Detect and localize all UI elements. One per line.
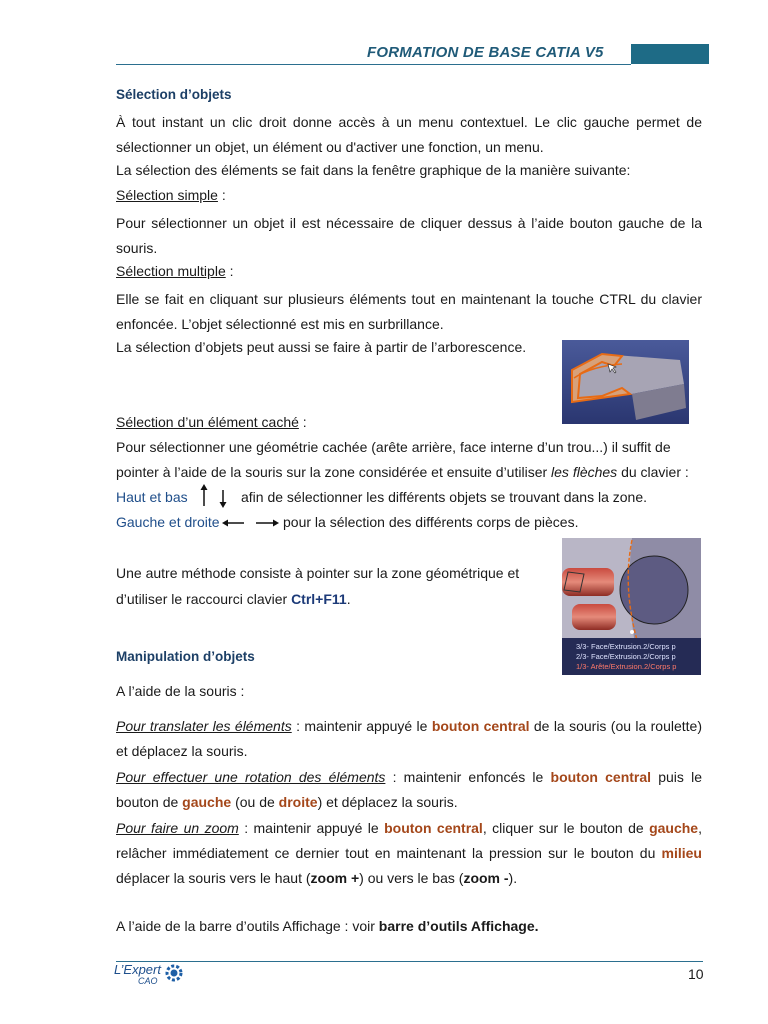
toolbar-name: barre d’outils Affichage. xyxy=(378,918,539,934)
hidden-selection-text-1: Pour sélectionner une géométrie cachée (arête arrière, face interne d’un trou...) il suffit de xyxy=(116,439,671,455)
hidden-text-2c: du clavier : xyxy=(617,464,689,480)
section-heading-manipulation: Manipulation d’objets xyxy=(116,649,255,664)
zoom-label: Pour faire un zoom xyxy=(116,820,239,836)
hidden-selection-text-2 xyxy=(116,463,689,481)
up-down-arrows xyxy=(196,484,236,508)
pre-selection-item: 3/3- Face/Extrusion.2/Corps p xyxy=(576,642,676,651)
up-down-text: afin de sélectionner les différents objets se trouvant dans la zone. xyxy=(241,489,647,505)
page-number: 10 xyxy=(688,966,704,982)
other-method-text-1: Une autre méthode consiste à pointer sur la zone géométrique et xyxy=(116,565,520,581)
other-method-end: . xyxy=(346,591,351,607)
left-right-label: Gauche et droite xyxy=(116,514,220,530)
zoom-instruction xyxy=(116,816,702,891)
right-button-term: droite xyxy=(278,794,318,810)
multiple-selection-text: Elle se fait en cliquant sur plusieurs éléments tout en maintenant la touche CTRL du clavier enfoncée. L’objet sélectionné est mis en surbrillance. xyxy=(116,291,702,332)
toolbar-reference xyxy=(116,917,539,935)
hidden-selection-screenshot xyxy=(562,538,701,675)
section-heading-selection: Sélection d’objets xyxy=(116,87,232,102)
up-down-arrow-icon xyxy=(196,484,236,508)
multiple-selection-line xyxy=(116,262,234,280)
selected-part-screenshot xyxy=(562,340,689,424)
logo-subtext: CAO xyxy=(138,976,158,986)
translate-instruction xyxy=(116,714,702,764)
shortcut-ctrl-f11: Ctrl+F11 xyxy=(291,591,347,607)
other-method-text-2 xyxy=(116,590,351,608)
pre-selection-item: 2/3- Face/Extrusion.2/Corps p xyxy=(576,652,676,661)
zoom-text-b: , cliquer sur le bouton de xyxy=(482,820,650,836)
translate-text-b: de la souris (ou la roulette) et déplacez la souris. xyxy=(116,718,702,759)
logo-text: L’Expert xyxy=(114,962,161,977)
intro-paragraph-2: La sélection des éléments se fait dans la fenêtre graphique de la manière suivante: xyxy=(116,162,631,178)
simple-selection-line xyxy=(116,186,226,204)
zoom-text-d: déplacer la souris vers le haut ( xyxy=(116,870,311,886)
hidden-text-2a: pointer à l’aide de la souris sur la zone considérée et ensuite d’utiliser xyxy=(116,464,552,480)
rotate-text-c: (ou de xyxy=(231,794,279,810)
zoom-text-f: ). xyxy=(508,870,518,886)
zoom-text-a: : maintenir appuyé le xyxy=(238,820,385,836)
left-button-term: gauche xyxy=(182,794,232,810)
toolbar-text-a: A l’aide de la barre d’outils Affichage : voir xyxy=(116,918,379,934)
document-header-title: FORMATION DE BASE CATIA V5 xyxy=(367,44,604,61)
simple-selection-colon: : xyxy=(217,187,226,203)
rotate-text-a: : maintenir enfoncés le xyxy=(385,769,551,785)
header-accent-bar xyxy=(631,44,709,64)
hidden-selection-colon: : xyxy=(298,414,307,430)
intro-paragraph: À tout instant un clic droit donne accès à un menu contextuel. Le clic gauche permet de sélectionner un objet, un élément ou d'activer une fonction, un menu. xyxy=(116,114,702,155)
simple-selection-text: Pour sélectionner un objet il est nécessaire de cliquer dessus à l’aide bouton gauche de la souris. xyxy=(116,215,702,256)
pre-selection-list xyxy=(576,642,676,672)
footer-rule xyxy=(116,961,703,962)
multiple-selection-label: Sélection multiple xyxy=(116,263,226,279)
rotate-text-b: puis le bouton de xyxy=(116,769,702,810)
up-down-label: Haut et bas xyxy=(116,489,188,505)
zoom-out-term: zoom - xyxy=(463,870,509,886)
rotate-text-d: ) et déplacez la souris. xyxy=(317,794,458,810)
arrow-keys-term: les flèches xyxy=(551,464,618,480)
translate-label: Pour translater les éléments xyxy=(116,718,292,734)
other-method-text-2a: d’utiliser le raccourci clavier xyxy=(116,591,292,607)
middle-button-term: bouton central xyxy=(431,718,530,734)
middle-button-term: bouton central xyxy=(384,820,483,836)
hidden-selection-line xyxy=(116,413,307,431)
left-right-text: pour la sélection des différents corps de pièces. xyxy=(283,514,579,530)
lexpert-cao-logo xyxy=(114,962,194,992)
rotate-label: Pour effectuer une rotation des éléments xyxy=(116,769,386,785)
left-button-term: gauche xyxy=(649,820,699,836)
hidden-selection-label: Sélection d’un élément caché xyxy=(116,414,299,430)
left-right-arrow-icon xyxy=(222,516,280,530)
translate-text-a: : maintenir appuyé le xyxy=(291,718,432,734)
rotate-instruction xyxy=(116,765,702,815)
zoom-text-e: ) ou vers le bas ( xyxy=(359,870,464,886)
simple-selection-label: Sélection simple xyxy=(116,187,218,203)
middle-term: milieu xyxy=(661,845,702,861)
header-rule xyxy=(116,64,631,65)
tree-selection-text: La sélection d’objets peut aussi se faire à partir de l’arborescence. xyxy=(116,339,527,355)
zoom-text-c: , relâcher immédiatement ce dernier tout en maintenant la pression sur le bouton du xyxy=(116,820,702,861)
left-right-arrows xyxy=(222,516,280,530)
gear-icon xyxy=(162,962,186,984)
zoom-in-term: zoom + xyxy=(310,870,360,886)
multiple-selection-colon: : xyxy=(225,263,234,279)
pre-selection-item: 1/3- Arête/Extrusion.2/Corps p xyxy=(576,662,677,671)
mouse-intro: A l’aide de la souris : xyxy=(116,683,245,699)
middle-button-term: bouton central xyxy=(550,769,652,785)
